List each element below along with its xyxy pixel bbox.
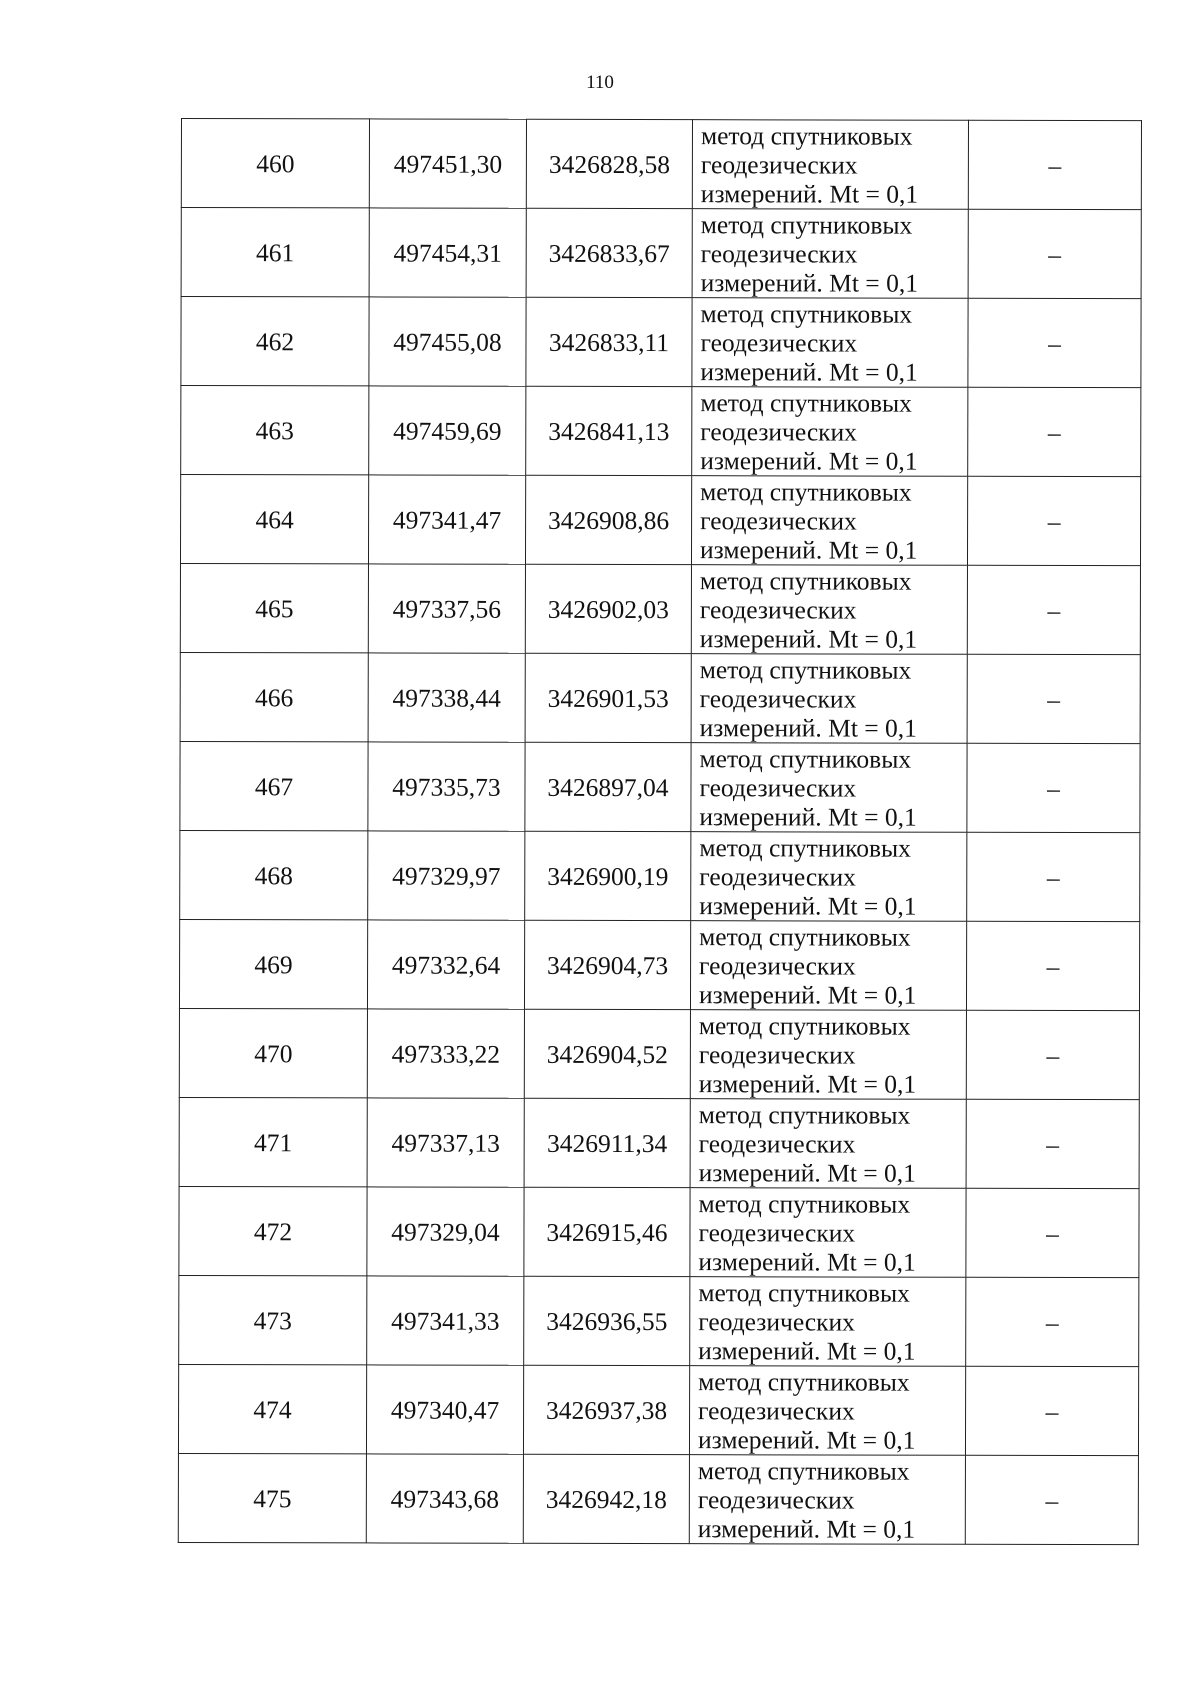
x-coordinate-cell: 497329,97 <box>368 831 525 920</box>
method-text-line: геодезических <box>699 683 857 714</box>
method-text-line: измерений. Mt = 0,1 <box>697 1513 916 1544</box>
x-coordinate-cell: 497459,69 <box>369 386 526 475</box>
method-cell <box>691 832 967 922</box>
x-coordinate-cell: 497332,64 <box>367 920 524 1009</box>
method-text-line: геодезических <box>699 594 857 625</box>
point-number-cell: 468 <box>180 830 368 919</box>
method-text-line: геодезических <box>700 238 858 269</box>
note-cell: – <box>966 1277 1139 1366</box>
x-coordinate-cell: 497341,47 <box>368 475 525 564</box>
point-number-cell: 472 <box>179 1186 367 1275</box>
x-coordinate-cell: 497340,47 <box>366 1365 523 1454</box>
method-text-line: измерений. Mt = 0,1 <box>699 801 917 832</box>
note-cell: – <box>965 1455 1138 1544</box>
method-text-line: измерений. Mt = 0,1 <box>697 1424 916 1455</box>
point-number-cell: 466 <box>180 652 368 741</box>
method-text-line: метод спутниковых <box>700 387 912 418</box>
method-text-line: геодезических <box>700 416 857 447</box>
method-text-line: геодезических <box>700 149 858 180</box>
method-cell <box>691 654 967 744</box>
note-cell: – <box>965 1366 1138 1455</box>
point-number-cell: 464 <box>180 475 368 564</box>
table-row <box>179 1186 1139 1277</box>
point-number-cell: 469 <box>179 919 367 1008</box>
method-text-line: метод спутниковых <box>699 654 912 685</box>
note-cell: – <box>966 1010 1139 1099</box>
method-text-line: метод спутниковых <box>699 832 911 863</box>
table-row <box>180 741 1140 832</box>
method-text-line: геодезических <box>697 1484 855 1515</box>
method-cell <box>690 1277 966 1367</box>
method-cell <box>691 476 967 566</box>
table-row <box>180 830 1140 921</box>
y-coordinate-cell: 3426908,86 <box>525 475 691 564</box>
point-number-cell: 467 <box>180 741 368 830</box>
x-coordinate-cell: 497343,68 <box>366 1454 523 1543</box>
method-cell <box>691 565 967 655</box>
method-text-line: метод спутниковых <box>698 1010 911 1041</box>
method-text-line: геодезических <box>698 1306 855 1337</box>
note-cell: – <box>966 1099 1139 1188</box>
x-coordinate-cell: 497454,31 <box>369 208 526 297</box>
method-text-line: измерений. Mt = 0,1 <box>700 178 919 209</box>
method-text-line: геодезических <box>699 861 856 892</box>
y-coordinate-cell: 3426901,53 <box>525 653 691 742</box>
note-cell: – <box>967 654 1140 743</box>
note-cell: – <box>967 743 1140 832</box>
method-text-line: геодезических <box>698 1039 856 1070</box>
table-row <box>178 1364 1138 1455</box>
method-text-line: измерений. Mt = 0,1 <box>700 267 919 298</box>
y-coordinate-cell: 3426942,18 <box>523 1454 689 1543</box>
table-row <box>179 1275 1139 1366</box>
method-text-line: метод спутниковых <box>700 120 913 151</box>
method-text-line: измерений. Mt = 0,1 <box>700 356 918 387</box>
method-text-line: геодезических <box>699 950 856 981</box>
method-cell <box>692 387 968 477</box>
method-text-line: измерений. Mt = 0,1 <box>699 890 917 921</box>
table-row <box>181 208 1141 299</box>
method-text-line: метод спутниковых <box>699 921 911 952</box>
table-row <box>179 919 1139 1010</box>
point-number-cell: 465 <box>180 564 368 653</box>
table-row <box>180 564 1140 655</box>
point-number-cell: 474 <box>178 1364 366 1453</box>
y-coordinate-cell: 3426911,34 <box>524 1098 690 1187</box>
point-number-cell: 462 <box>181 297 369 386</box>
table-row <box>179 1097 1139 1188</box>
method-text-line: геодезических <box>700 327 858 358</box>
x-coordinate-cell: 497335,73 <box>368 742 525 831</box>
method-text-line: метод спутниковых <box>698 1277 910 1308</box>
method-text-line: метод спутниковых <box>700 476 912 507</box>
method-cell <box>691 743 967 833</box>
y-coordinate-cell: 3426904,73 <box>524 920 690 1009</box>
point-number-cell: 471 <box>179 1097 367 1186</box>
y-coordinate-cell: 3426902,03 <box>525 564 691 653</box>
x-coordinate-cell: 497451,30 <box>369 119 526 208</box>
method-text-line: метод спутниковых <box>699 743 912 774</box>
method-cell <box>692 120 968 210</box>
point-number-cell: 463 <box>181 386 369 475</box>
method-text-line: измерений. Mt = 0,1 <box>700 445 918 476</box>
method-cell <box>689 1455 965 1545</box>
method-text-line: геодезических <box>698 1217 856 1248</box>
note-cell: – <box>968 387 1141 476</box>
method-text-line: метод спутниковых <box>700 209 913 240</box>
method-text-line: метод спутниковых <box>698 1366 910 1397</box>
table-row <box>178 1453 1138 1544</box>
method-text-line: метод спутниковых <box>699 565 912 596</box>
y-coordinate-cell: 3426900,19 <box>525 831 691 920</box>
y-coordinate-cell: 3426936,55 <box>524 1276 690 1365</box>
y-coordinate-cell: 3426904,52 <box>524 1009 690 1098</box>
note-cell: – <box>967 832 1140 921</box>
method-cell <box>690 1188 966 1278</box>
point-number-cell: 475 <box>178 1453 366 1542</box>
x-coordinate-cell: 497341,33 <box>367 1276 524 1365</box>
table-row <box>180 475 1140 566</box>
method-cell <box>690 1010 966 1100</box>
table-row <box>181 386 1141 477</box>
y-coordinate-cell: 3426828,58 <box>526 119 692 208</box>
method-cell <box>689 1366 965 1456</box>
x-coordinate-cell: 497338,44 <box>368 653 525 742</box>
point-number-cell: 470 <box>179 1008 367 1097</box>
x-coordinate-cell: 497337,56 <box>368 564 525 653</box>
point-number-cell: 460 <box>181 119 369 208</box>
page-number: 110 <box>586 72 614 93</box>
table-row <box>181 297 1141 388</box>
y-coordinate-cell: 3426833,11 <box>526 297 692 386</box>
method-text-line: геодезических <box>698 1395 855 1426</box>
table-row <box>180 652 1140 743</box>
coordinates-table <box>178 118 1142 1545</box>
method-text-line: метод спутниковых <box>697 1455 910 1486</box>
table-row <box>179 1008 1139 1099</box>
note-cell: – <box>966 921 1139 1010</box>
method-text-line: измерений. Mt = 0,1 <box>698 1068 917 1099</box>
y-coordinate-cell: 3426897,04 <box>525 742 691 831</box>
note-cell: – <box>967 476 1140 565</box>
x-coordinate-cell: 497455,08 <box>369 297 526 386</box>
note-cell: – <box>968 298 1141 387</box>
y-coordinate-cell: 3426841,13 <box>526 386 692 475</box>
method-text-line: геодезических <box>700 505 857 536</box>
note-cell: – <box>968 120 1141 209</box>
method-text-line: измерений. Mt = 0,1 <box>699 534 918 565</box>
method-text-line: измерений. Mt = 0,1 <box>699 623 918 654</box>
method-text-line: измерений. Mt = 0,1 <box>698 1157 916 1188</box>
y-coordinate-cell: 3426915,46 <box>524 1187 690 1276</box>
x-coordinate-cell: 497337,13 <box>367 1098 524 1187</box>
x-coordinate-cell: 497329,04 <box>367 1187 524 1276</box>
note-cell: – <box>968 209 1141 298</box>
method-text-line: метод спутниковых <box>698 1099 911 1130</box>
method-text-line: метод спутниковых <box>700 298 913 329</box>
method-cell <box>690 1099 966 1189</box>
method-text-line: измерений. Mt = 0,1 <box>699 712 917 743</box>
method-cell <box>692 209 968 299</box>
method-text-line: геодезических <box>698 1128 856 1159</box>
x-coordinate-cell: 497333,22 <box>367 1009 524 1098</box>
y-coordinate-cell: 3426937,38 <box>523 1365 689 1454</box>
note-cell: – <box>966 1188 1139 1277</box>
method-cell <box>692 298 968 388</box>
point-number-cell: 461 <box>181 208 369 297</box>
point-number-cell: 473 <box>179 1275 367 1364</box>
method-cell <box>690 921 966 1011</box>
table-row <box>181 119 1141 210</box>
method-text-line: измерений. Mt = 0,1 <box>698 979 917 1010</box>
method-text-line: измерений. Mt = 0,1 <box>698 1246 916 1277</box>
method-text-line: геодезических <box>699 772 857 803</box>
method-text-line: измерений. Mt = 0,1 <box>698 1335 916 1366</box>
coordinates-table-body <box>178 119 1141 1545</box>
note-cell: – <box>967 565 1140 654</box>
y-coordinate-cell: 3426833,67 <box>526 208 692 297</box>
method-text-line: метод спутниковых <box>698 1188 911 1219</box>
